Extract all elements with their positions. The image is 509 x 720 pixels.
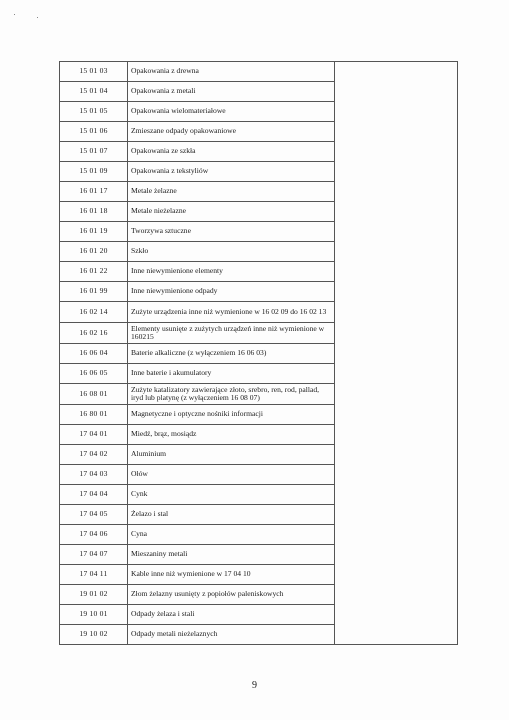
waste-description-cell: Inne niewymienione odpady (128, 282, 335, 302)
waste-description-cell: Cynk (128, 485, 335, 505)
scan-speck (14, 14, 15, 15)
waste-code-cell: 16 02 16 (60, 323, 128, 344)
waste-code-cell: 17 04 04 (60, 485, 128, 505)
waste-description-cell: Kable inne niż wymienione w 17 04 10 (128, 565, 335, 585)
waste-code-cell: 17 04 03 (60, 465, 128, 485)
waste-description-cell: Opakowania ze szkła (128, 142, 335, 162)
waste-description-cell: Metale żelazne (128, 182, 335, 202)
waste-description-cell: Aluminium (128, 445, 335, 465)
waste-description-cell: Tworzywa sztuczne (128, 222, 335, 242)
table-row (60, 62, 458, 82)
waste-description-cell: Opakowania z drewna (128, 62, 335, 82)
waste-description-cell: Opakowania wielomateriałowe (128, 102, 335, 122)
waste-code-cell: 16 01 18 (60, 202, 128, 222)
waste-description-cell: Elementy usunięte z zużytych urządzeń inne niż wymienione w 160215 (128, 323, 335, 344)
waste-description-cell: Zużyte katalizatory zawierające złoto, srebro, ren, rod, pallad, iryd lub platynę (z wyłączeniem 16 08 07) (128, 384, 335, 405)
waste-code-cell: 15 01 04 (60, 82, 128, 102)
waste-description-cell: Opakowania z tekstyliów (128, 162, 335, 182)
waste-description-cell: Złom żelazny usunięty z popiołów paleniskowych (128, 585, 335, 605)
waste-code-table-body (60, 62, 458, 645)
waste-description-cell: Opakowania z metali (128, 82, 335, 102)
waste-code-cell: 17 04 11 (60, 565, 128, 585)
blank-column (335, 62, 458, 645)
waste-code-cell: 17 04 01 (60, 425, 128, 445)
waste-code-cell: 16 01 20 (60, 242, 128, 262)
waste-description-cell: Baterie alkaliczne (z wyłączeniem 16 06 03) (128, 344, 335, 364)
waste-description-cell: Miedź, brąz, mosiądz (128, 425, 335, 445)
waste-code-cell: 19 10 01 (60, 605, 128, 625)
waste-code-cell: 16 01 22 (60, 262, 128, 282)
waste-code-cell: 15 01 07 (60, 142, 128, 162)
waste-description-cell: Inne baterie i akumulatory (128, 364, 335, 384)
waste-code-cell: 16 01 99 (60, 282, 128, 302)
waste-code-cell: 15 01 05 (60, 102, 128, 122)
waste-code-cell: 17 04 02 (60, 445, 128, 465)
waste-code-cell: 16 06 04 (60, 344, 128, 364)
waste-description-cell: Mieszaniny metali (128, 545, 335, 565)
waste-description-cell: Cyna (128, 525, 335, 545)
waste-description-cell: Magnetyczne i optyczne nośniki informacji (128, 405, 335, 425)
waste-code-cell: 16 08 01 (60, 384, 128, 405)
waste-description-cell: Szkło (128, 242, 335, 262)
waste-code-cell: 16 01 19 (60, 222, 128, 242)
waste-code-cell: 17 04 07 (60, 545, 128, 565)
waste-code-cell: 15 01 03 (60, 62, 128, 82)
waste-code-cell: 15 01 06 (60, 122, 128, 142)
scan-speck (37, 17, 38, 18)
waste-description-cell: Odpady żelaza i stali (128, 605, 335, 625)
waste-code-cell: 17 04 06 (60, 525, 128, 545)
waste-description-cell: Zmieszane odpady opakowaniowe (128, 122, 335, 142)
waste-code-cell: 16 80 01 (60, 405, 128, 425)
waste-code-cell: 16 02 14 (60, 302, 128, 323)
waste-code-table (59, 61, 458, 645)
waste-description-cell: Żelazo i stal (128, 505, 335, 525)
waste-code-cell: 19 10 02 (60, 625, 128, 645)
waste-description-cell: Odpady metali nieżelaznych (128, 625, 335, 645)
waste-code-cell: 16 01 17 (60, 182, 128, 202)
waste-description-cell: Ołów (128, 465, 335, 485)
waste-code-cell: 15 01 09 (60, 162, 128, 182)
waste-code-cell: 16 06 05 (60, 364, 128, 384)
waste-description-cell: Metale nieżelazne (128, 202, 335, 222)
waste-description-cell: Zużyte urządzenia inne niż wymienione w 16 02 09 do 16 02 13 (128, 302, 335, 323)
page-number: 9 (252, 680, 257, 691)
waste-code-cell: 19 01 02 (60, 585, 128, 605)
waste-description-cell: Inne niewymienione elementy (128, 262, 335, 282)
waste-code-cell: 17 04 05 (60, 505, 128, 525)
